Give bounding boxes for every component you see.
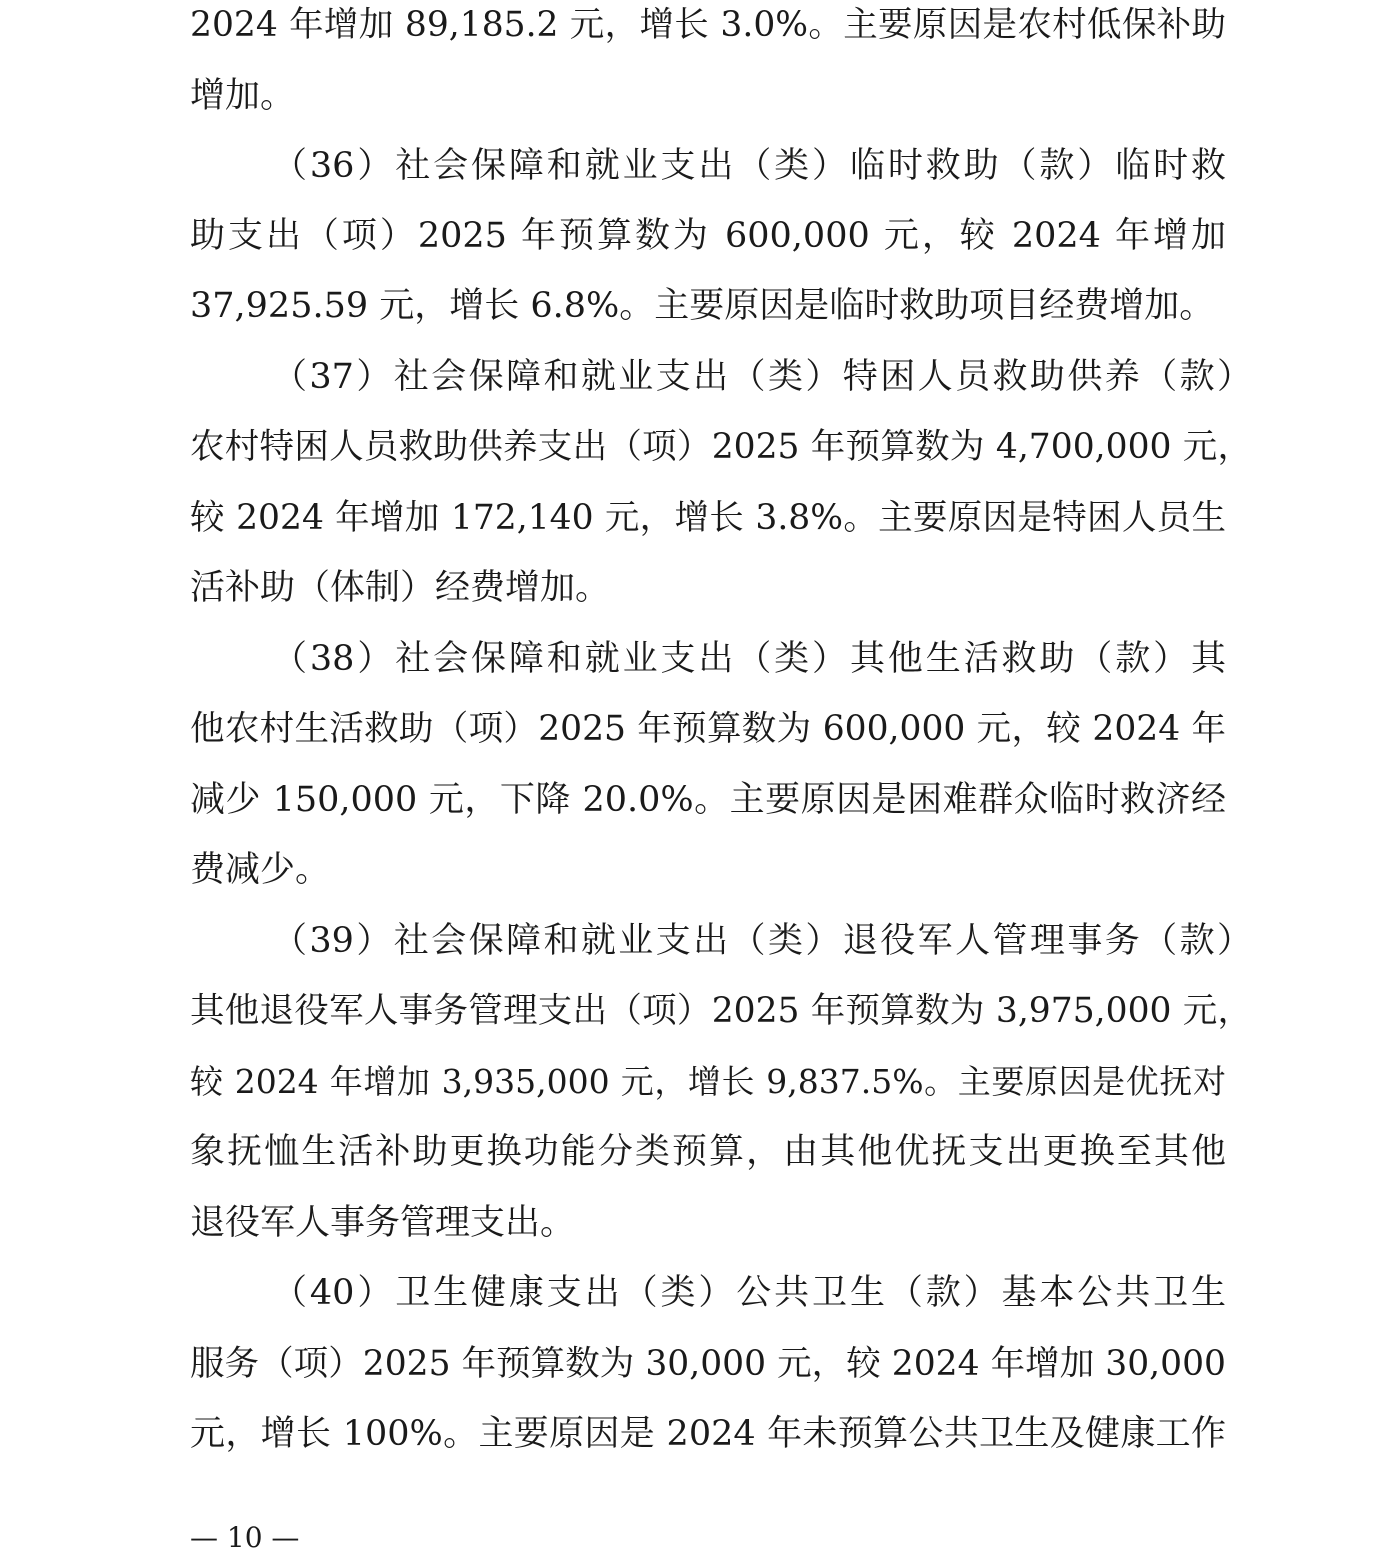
paragraph-heading-38: （38）社会保障和就业支出（类）其他生活救助（款）其 <box>272 639 1226 679</box>
paragraph-heading-37: （37）社会保障和就业支出（类）特困人员救助供养（款） <box>272 357 1252 397</box>
text-line: 较 2024 年增加 3,935,000 元，增长 9,837.5%。主要原因是优抚对 <box>190 1062 1226 1101</box>
paragraph-heading-40: （40）卫生健康支出（类）公共卫生（款）基本公共卫生 <box>272 1273 1226 1313</box>
page-number: — 10 — <box>190 1521 300 1554</box>
text-line: 其他退役军人事务管理支出（项）2025 年预算数为 3,975,000 元， <box>190 991 1252 1031</box>
text-line: 退役军人事务管理支出。 <box>190 1203 576 1243</box>
text-line: 象抚恤生活补助更换功能分类预算，由其他优抚支出更换至其他 <box>190 1132 1226 1172</box>
text-line: 服务（项）2025 年预算数为 30,000 元，较 2024 年增加 30,000 <box>190 1344 1226 1384</box>
text-line: 37,925.59 元，增长 6.8%。主要原因是临时救助项目经费增加。 <box>190 286 1215 326</box>
paragraph-heading-39: （39）社会保障和就业支出（类）退役军人管理事务（款） <box>272 921 1252 961</box>
text-line: 增加。 <box>190 76 296 116</box>
text-line: 他农村生活救助（项）2025 年预算数为 600,000 元，较 2024 年 <box>190 709 1226 749</box>
paragraph-heading-36: （36）社会保障和就业支出（类）临时救助（款）临时救 <box>272 146 1226 186</box>
text-line: 助支出（项）2025 年预算数为 600,000 元，较 2024 年增加 <box>190 216 1226 256</box>
text-line: 农村特困人员救助供养支出（项）2025 年预算数为 4,700,000 元， <box>190 427 1252 467</box>
text-line: 元，增长 100%。主要原因是 2024 年未预算公共卫生及健康工作 <box>190 1414 1226 1454</box>
text-line: 费减少。 <box>190 850 331 890</box>
text-line: 减少 150,000 元，下降 20.0%。主要原因是困难群众临时救济经 <box>190 780 1226 820</box>
text-line: 活补助（体制）经费增加。 <box>190 568 611 608</box>
text-line: 2024 年增加 89,185.2 元，增长 3.0%。主要原因是农村低保补助 <box>190 5 1226 45</box>
text-line: 较 2024 年增加 172,140 元，增长 3.8%。主要原因是特困人员生 <box>190 498 1226 538</box>
